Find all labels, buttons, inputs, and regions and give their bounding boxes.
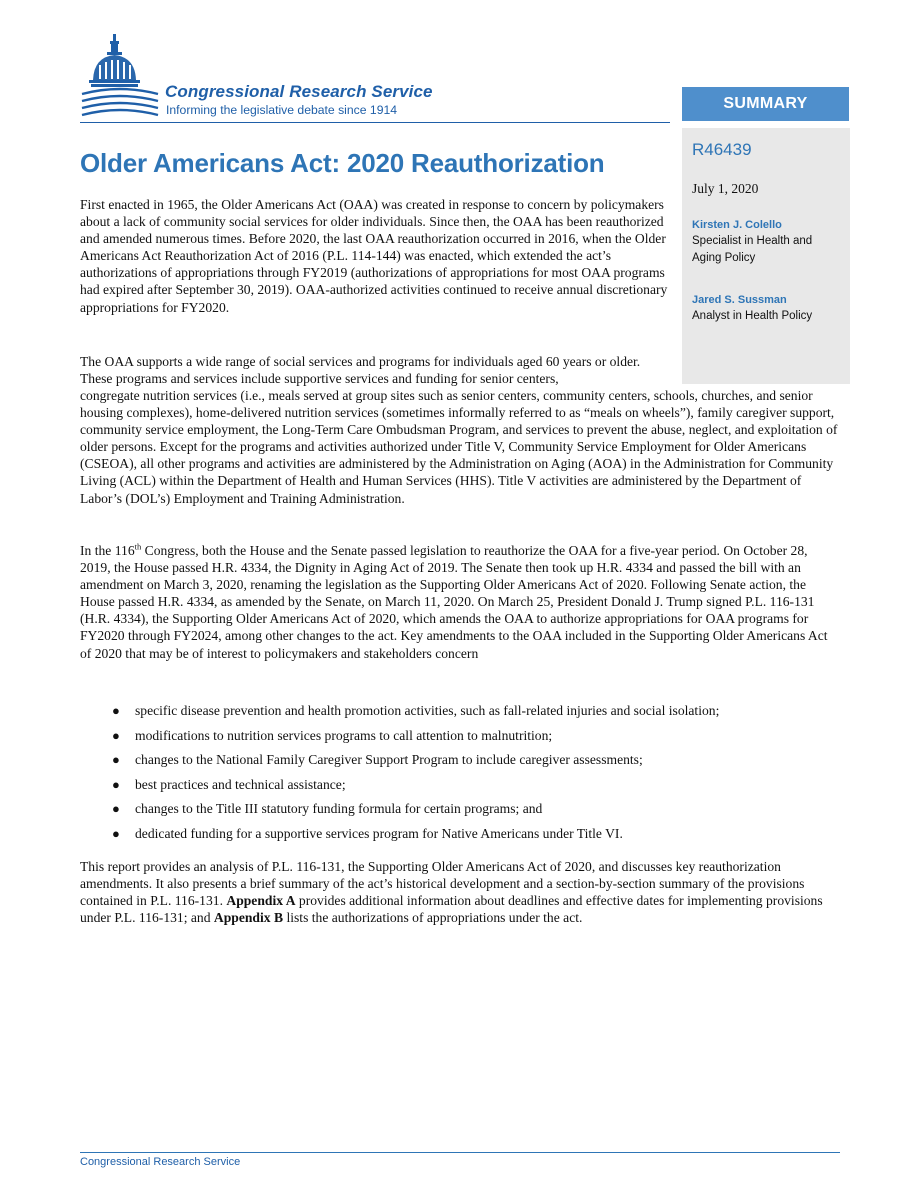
- report-number: R46439: [692, 140, 752, 159]
- appendix-b-link[interactable]: Appendix B: [213, 910, 284, 926]
- list-item: [80, 825, 840, 850]
- bullet-icon: ●: [112, 703, 120, 718]
- author-title: Analyst in Health Policy: [692, 310, 813, 322]
- list-item-text: specific disease prevention and health promotion activities, such as fall-related injuries and social isolation;: [135, 703, 720, 718]
- ordinal-suffix: th: [134, 541, 142, 552]
- summary-heading: SUMMARY: [682, 87, 849, 121]
- bullet-icon: ●: [112, 727, 120, 743]
- paragraph-report-scope: [80, 858, 840, 926]
- header-divider: [80, 122, 670, 123]
- list-item: [80, 751, 840, 776]
- scope-text-2: provides additional information about deadlines and effective dates for implementing provisions under P.L. 116-131; and: [80, 893, 823, 926]
- scope-text-3: lists the authorizations of appropriations under the act.: [283, 910, 583, 926]
- list-item-text: changes to the National Family Caregiver Support Program to include caregiver assessments;: [135, 752, 643, 768]
- logo-name: Congressional Research Service: [165, 82, 433, 101]
- page-title: Older Americans Act: 2020 Reauthorization: [80, 148, 605, 178]
- logo-tagline: Informing the legislative debate since 1914: [166, 103, 398, 117]
- amendments-list: [80, 702, 840, 850]
- list-item-text: best practices and technical assistance;: [135, 776, 346, 792]
- list-item: [80, 727, 840, 752]
- author-name[interactable]: Jared S. Sussman: [692, 294, 787, 306]
- paragraph-services: congregate nutrition services (i.e., meals served at group sites such as senior centers, community centers, schools, churches, and senior housing complexes), home-delivered nutrition services (sometimes informally referred to as “meals on wheels”), family caregiver support, community service employment, the Long-Term Care Ombudsman Program, and services to prevent the abuse, neglect, and exploitation of older persons. Except for the programs and activities authorized under Title V, Community Service Employment for Older Americans (CSEOA), all other programs and activities are administered by the Administration on Aging (AOA) in the Administration for Community Living (ACL) within the Department of Health and Human Services (HHS). Title V activities are administered by the Department of Labor’s (DOL’s) Employment and Training Administration.: [80, 388, 838, 506]
- list-item: [80, 800, 840, 825]
- list-item-text: modifications to nutrition services programs to call attention to malnutrition;: [135, 727, 553, 743]
- appendix-a-link[interactable]: Appendix A: [226, 893, 296, 909]
- bullet-icon: ●: [112, 752, 120, 768]
- list-item: [80, 702, 840, 727]
- paragraph-legislation-start: In the 116: [80, 543, 135, 558]
- bullet-icon: ●: [112, 776, 120, 792]
- paragraph-legislation-rest: Congress, both the House and the Senate passed legislation to reauthorize the OAA for a five-year period. On October 28, 2019, the House passed H.R. 4334, the Dignity in Aging Act of 2019. The Senate then took up H.R. 4334 and passed the bill with an amendment on March 3, 2020, renaming the legislation as the Supporting Older Americans Act of 2020. Following Senate action, the House passed H.R. 4334, as amended by the Senate, on March 11, 2020. On March 25, President Donald J. Trump signed P.L. 116-131 (H.R. 4334), the Supporting Older Americans Act of 2020, which amends the OAA to authorize appropriations for OAA programs for FY2020 through FY2024, among other changes to the act. Key amendments to the OAA included in the Supporting Older Americans Act of 2020 that may be of interest to policymakers and stakeholders concern: [80, 543, 828, 661]
- footer-divider: [80, 1152, 840, 1153]
- author-title: Specialist in Health and Aging Policy: [692, 235, 813, 264]
- list-item-text: changes to the Title III statutory funding formula for certain programs; and: [135, 801, 543, 817]
- paragraph-legislation: [80, 542, 840, 662]
- footer-text: Congressional Research Service: [80, 1156, 241, 1168]
- report-date: July 1, 2020: [692, 181, 759, 196]
- paragraph-services-lead: The OAA supports a wide range of social services and programs for individuals aged 60 years or older. These programs and services include supportive services and funding for senior centers,: [80, 354, 641, 387]
- author-name[interactable]: Kirsten J. Colello: [692, 219, 782, 231]
- paragraph-intro: First enacted in 1965, the Older Americans Act (OAA) was created in response to concern by policymakers about a lack of community social services for older individuals. Since then, the OAA has been reauthorized and amended numerous times. Before 2020, the last OAA reauthorization occurred in 2016, when the Older Americans Act Reauthorization Act of 2016 (P.L. 114-144) was enacted, which extended the act’s authorizations of appropriations through FY2019 (authorizations of appropriations for most OAA programs had expired after September 30, 2019). OAA-authorized activities continued to receive annual discretionary appropriations for FY2020.: [80, 197, 668, 315]
- scope-text-1: This report provides an analysis of P.L. 116-131, the Supporting Older Americans Act of 2020, and discusses key reauthorization amendments. It also presents a brief summary of the act’s historical development and a section-by-section summary of the provisions contained in P.L. 116-131.: [80, 859, 805, 909]
- bullet-icon: ●: [112, 825, 120, 841]
- list-item-text: dedicated funding for a supportive services program for Native Americans under Title VI.: [135, 825, 623, 841]
- list-item: [80, 776, 840, 801]
- bullet-icon: ●: [112, 801, 120, 817]
